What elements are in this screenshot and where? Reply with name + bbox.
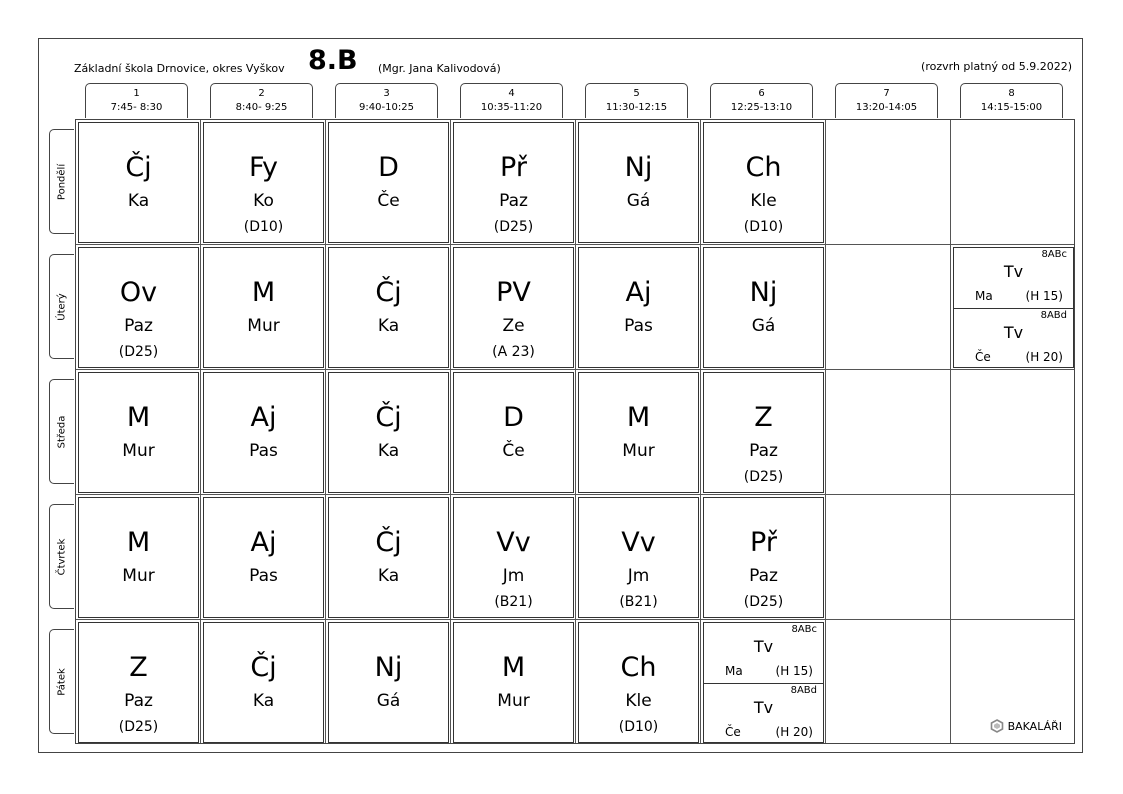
lesson-teacher: Ka: [377, 566, 400, 586]
lesson-subject: Vv: [496, 527, 531, 558]
period-time: 7:45- 8:30: [110, 102, 163, 113]
lesson-subject: Čj: [375, 402, 402, 433]
lesson-cell: [203, 122, 324, 243]
lesson-subject: Fy: [248, 152, 279, 183]
period-number: 1: [133, 88, 140, 99]
lesson-teacher: Ka: [377, 316, 400, 336]
period-header: [710, 83, 813, 118]
lesson-cell: [78, 622, 199, 743]
split-lesson-cell: [703, 622, 824, 743]
period-header: [960, 83, 1063, 118]
lesson-cell: [578, 372, 699, 493]
lesson-teacher: Ma: [975, 289, 993, 303]
lesson-subject: Z: [754, 402, 773, 433]
bakalari-logo: [990, 719, 1062, 733]
period-time: 13:20-14:05: [855, 102, 918, 113]
group-name: 8ABd: [1040, 310, 1067, 321]
day-name: Pondělí: [56, 163, 68, 200]
lesson-teacher: Pas: [249, 566, 278, 586]
lesson-subject: Př: [500, 152, 527, 183]
lesson-teacher: Če: [725, 725, 741, 739]
class-name: 8.B: [308, 45, 358, 76]
period-header: [460, 83, 563, 118]
lesson-room: (D25): [493, 219, 534, 235]
lesson-subject: Tv: [1003, 262, 1024, 281]
lesson-teacher: Paz: [124, 691, 153, 711]
lesson-subject: Ch: [745, 152, 782, 183]
lesson-subject: Vv: [621, 527, 656, 558]
period-time: 9:40-10:25: [359, 102, 414, 113]
school-name: Základní škola Drnovice, okres Vyškov: [74, 62, 285, 75]
lesson-cell: [78, 122, 199, 243]
lesson-cell: [578, 122, 699, 243]
lesson-teacher: Mur: [122, 566, 155, 586]
period-time: 10:35-11:20: [480, 102, 543, 113]
lesson-cell: [578, 497, 699, 618]
lesson-room: (H 20): [1025, 350, 1063, 364]
valid-from: (rozvrh platný od 5.9.2022): [921, 60, 1072, 73]
grid-row-divider: [76, 369, 1074, 370]
lesson-cell: [78, 247, 199, 368]
lesson-teacher: Jm: [502, 566, 525, 586]
timetable-grid: [75, 119, 1075, 744]
lesson-teacher: Kle: [750, 191, 777, 211]
day-label: [49, 254, 74, 359]
lesson-room: (H 15): [775, 664, 813, 678]
lesson-subject: Tv: [1003, 323, 1024, 342]
lesson-cell: [203, 372, 324, 493]
grid-column-divider: [200, 120, 201, 743]
lesson-room: (D10): [743, 219, 784, 235]
lesson-teacher: Paz: [499, 191, 528, 211]
lesson-cell: [328, 622, 449, 743]
grid-row-divider: [76, 619, 1074, 620]
lesson-cell: [703, 497, 824, 618]
lesson-subject: Tv: [753, 637, 774, 656]
day-label: [49, 629, 74, 734]
lesson-teacher: Jm: [627, 566, 650, 586]
grid-column-divider: [950, 120, 951, 743]
lesson-teacher: Pas: [249, 441, 278, 461]
period-header: [85, 83, 188, 118]
lesson-subject: PV: [496, 277, 531, 308]
grid-column-divider: [700, 120, 701, 743]
period-number: 3: [383, 88, 390, 99]
day-name: Čtvrtek: [56, 538, 68, 575]
lesson-teacher: Paz: [749, 566, 778, 586]
lesson-cell: [328, 372, 449, 493]
period-number: 6: [758, 88, 765, 99]
lesson-subject: M: [126, 402, 151, 433]
timetable-page: [38, 38, 1083, 753]
period-header: [835, 83, 938, 118]
lesson-subject: D: [503, 402, 524, 433]
lesson-subject: Čj: [375, 277, 402, 308]
period-header: [335, 83, 438, 118]
lesson-subject: Aj: [625, 277, 652, 308]
period-header: [210, 83, 313, 118]
period-number: 5: [633, 88, 640, 99]
lesson-teacher: Mur: [247, 316, 280, 336]
lesson-teacher: Mur: [122, 441, 155, 461]
bakalari-logo-text: BAKALÁŘI: [1007, 719, 1062, 733]
lesson-teacher: Če: [975, 350, 991, 364]
lesson-cell: [453, 497, 574, 618]
lesson-teacher: Mur: [622, 441, 655, 461]
lesson-room: (D10): [243, 219, 284, 235]
lesson-subject: Aj: [250, 527, 277, 558]
lesson-subject: Ov: [119, 277, 158, 308]
lesson-cell: [203, 622, 324, 743]
period-number: 8: [1008, 88, 1015, 99]
grid-row-divider: [76, 494, 1074, 495]
lesson-subject: Čj: [125, 152, 152, 183]
lesson-teacher: Ko: [253, 191, 274, 211]
period-header: [585, 83, 688, 118]
lesson-subject: Ch: [620, 652, 657, 683]
lesson-subject: Nj: [624, 152, 653, 183]
lesson-subject: Z: [129, 652, 148, 683]
day-name: Úterý: [56, 292, 68, 321]
lesson-room: (B21): [494, 594, 533, 610]
lesson-cell: [453, 622, 574, 743]
lesson-cell: [453, 122, 574, 243]
bakalari-logo-icon: [990, 719, 1004, 733]
group-lesson: [954, 248, 1073, 308]
lesson-teacher: Ma: [725, 664, 743, 678]
lesson-teacher: Če: [502, 441, 525, 461]
period-number: 7: [883, 88, 890, 99]
lesson-teacher: Paz: [749, 441, 778, 461]
lesson-teacher: Pas: [624, 316, 653, 336]
group-name: 8ABc: [1041, 249, 1067, 260]
lesson-cell: [703, 372, 824, 493]
lesson-cell: [703, 122, 824, 243]
lesson-teacher: Kle: [625, 691, 652, 711]
grid-column-divider: [575, 120, 576, 743]
lesson-cell: [78, 372, 199, 493]
lesson-subject: D: [378, 152, 399, 183]
lesson-teacher: Če: [377, 191, 400, 211]
lesson-teacher: Ka: [377, 441, 400, 461]
lesson-subject: M: [501, 652, 526, 683]
lesson-subject: Tv: [753, 698, 774, 717]
period-time: 12:25-13:10: [730, 102, 793, 113]
lesson-subject: Aj: [250, 402, 277, 433]
group-name: 8ABc: [791, 624, 817, 635]
grid-row-divider: [76, 244, 1074, 245]
lesson-teacher: Paz: [124, 316, 153, 336]
period-number: 2: [258, 88, 265, 99]
lesson-subject: Čj: [250, 652, 277, 683]
group-lesson: [954, 308, 1073, 369]
grid-column-divider: [450, 120, 451, 743]
lesson-room: (D25): [118, 719, 159, 735]
lesson-cell: [453, 247, 574, 368]
group-lesson: [704, 683, 823, 744]
class-teacher: (Mgr. Jana Kalivodová): [378, 62, 501, 75]
lesson-subject: Čj: [375, 527, 402, 558]
lesson-room: (D25): [743, 594, 784, 610]
period-time: 14:15-15:00: [980, 102, 1043, 113]
lesson-room: (A 23): [492, 344, 535, 360]
grid-column-divider: [825, 120, 826, 743]
lesson-subject: Nj: [749, 277, 778, 308]
lesson-subject: M: [626, 402, 651, 433]
day-name: Středa: [56, 415, 68, 448]
lesson-teacher: Gá: [626, 191, 651, 211]
grid-column-divider: [325, 120, 326, 743]
lesson-teacher: Gá: [751, 316, 776, 336]
lesson-teacher: Gá: [376, 691, 401, 711]
lesson-cell: [203, 497, 324, 618]
group-lesson: [704, 623, 823, 683]
lesson-cell: [703, 247, 824, 368]
lesson-room: (D10): [618, 719, 659, 735]
lesson-cell: [203, 247, 324, 368]
day-name: Pátek: [56, 667, 68, 696]
lesson-subject: M: [126, 527, 151, 558]
lesson-cell: [328, 122, 449, 243]
day-label: [49, 504, 74, 609]
day-label: [49, 379, 74, 484]
lesson-room: (B21): [619, 594, 658, 610]
lesson-cell: [578, 622, 699, 743]
lesson-cell: [578, 247, 699, 368]
period-number: 4: [508, 88, 515, 99]
lesson-room: (D25): [743, 469, 784, 485]
lesson-subject: M: [251, 277, 276, 308]
lesson-cell: [328, 247, 449, 368]
lesson-room: (H 20): [775, 725, 813, 739]
split-lesson-cell: [953, 247, 1074, 368]
lesson-cell: [78, 497, 199, 618]
lesson-teacher: Ka: [252, 691, 275, 711]
period-time: 8:40- 9:25: [235, 102, 288, 113]
period-time: 11:30-12:15: [605, 102, 668, 113]
lesson-teacher: Mur: [497, 691, 530, 711]
lesson-cell: [328, 497, 449, 618]
lesson-cell: [453, 372, 574, 493]
lesson-subject: Nj: [374, 652, 403, 683]
lesson-room: (H 15): [1025, 289, 1063, 303]
day-label: [49, 129, 74, 234]
lesson-room: (D25): [118, 344, 159, 360]
lesson-subject: Př: [750, 527, 777, 558]
lesson-teacher: Ze: [502, 316, 525, 336]
lesson-teacher: Ka: [127, 191, 150, 211]
group-name: 8ABd: [790, 685, 817, 696]
